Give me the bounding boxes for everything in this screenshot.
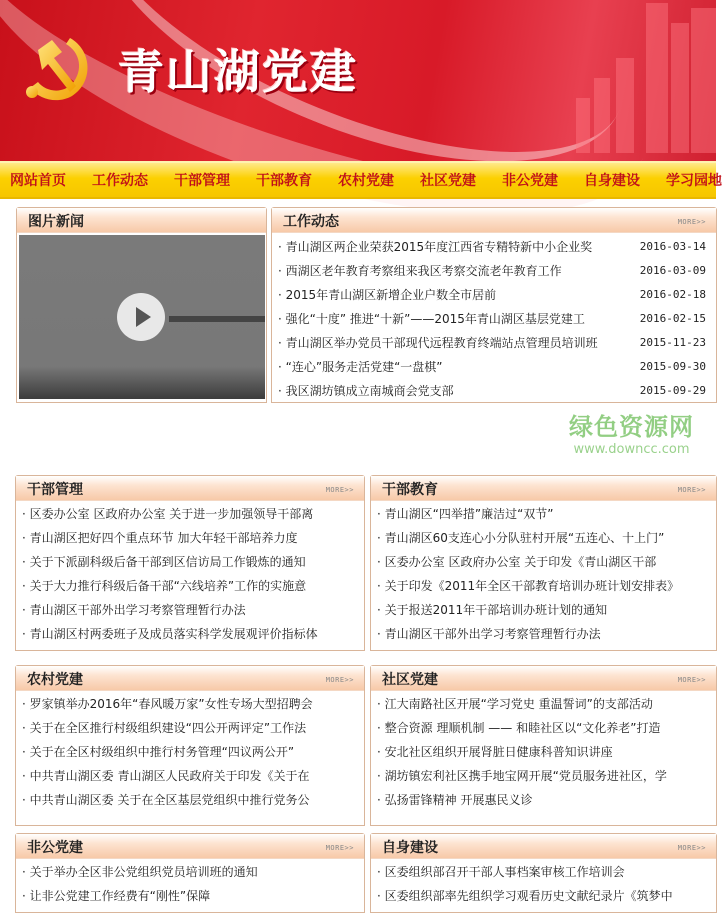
news-link[interactable]: 弘扬雷锋精神 开展惠民义诊 <box>384 793 533 807</box>
news-link[interactable]: 区委组织部召开干部人事档案审核工作培训会 <box>384 865 625 879</box>
more-link[interactable]: MORE>> <box>677 486 706 494</box>
rural-party-panel <box>15 665 365 826</box>
news-item: · 整合资源 理顺机制 —— 和睦社区以“文化养老”打造 <box>377 721 661 735</box>
panel-title: 社区党建 <box>382 672 438 688</box>
video-player[interactable] <box>19 235 265 399</box>
news-link[interactable]: 罗家镇举办2016年“春风暖万家”女性专场大型招聘会 <box>29 697 313 711</box>
more-link[interactable]: MORE>> <box>325 844 354 852</box>
more-link[interactable]: MORE>> <box>677 218 706 226</box>
news-link[interactable]: 关于下派副科级后备干部到区信访局工作锻炼的通知 <box>29 555 306 569</box>
news-link[interactable]: 区委组织部率先组织学习观看历史文献纪录片《筑梦中 <box>384 889 673 903</box>
news-item: · 江大南路社区开展“学习党史 重温誓词”的支部活动 <box>377 697 653 711</box>
news-link[interactable]: 西湖区老年教育考察组来我区考察交流老年教育工作 <box>285 264 562 278</box>
news-date: 2016-02-15 <box>639 312 706 325</box>
party-emblem-icon <box>18 30 98 110</box>
news-item: · 区委组织部召开干部人事档案审核工作培训会 <box>377 865 625 879</box>
news-item: · 关于在全区推行村级组织建设“四公开两评定”工作法 <box>22 721 307 735</box>
nav-study[interactable]: 学习园地 <box>666 173 722 189</box>
news-item: · 青山湖区60支连心小分队驻村开展“五连心、十上门” <box>377 531 665 545</box>
news-link[interactable]: 我区湖坊镇成立南城商会党支部 <box>285 384 454 398</box>
news-date: 2015-11-23 <box>639 336 706 349</box>
panel-title: 非公党建 <box>27 840 83 856</box>
more-link[interactable]: MORE>> <box>677 844 706 852</box>
news-item: · 罗家镇举办2016年“春风暖万家”女性专场大型招聘会 <box>22 697 313 711</box>
self-building-panel <box>370 833 717 913</box>
news-item: · 青山湖区干部外出学习考察管理暂行办法 <box>22 603 246 617</box>
nav-non-public-party[interactable]: 非公党建 <box>502 173 558 189</box>
news-link[interactable]: 整合资源 理顺机制 —— 和睦社区以“文化养老”打造 <box>384 721 661 735</box>
news-item: · 关于举办全区非公党组织党员培训班的通知 <box>22 865 258 879</box>
news-link[interactable]: 让非公党建工作经费有“刚性”保障 <box>29 889 211 903</box>
news-link[interactable]: 青山湖区举办党员干部现代远程教育终端站点管理员培训班 <box>285 336 598 350</box>
news-item: · 关于报送2011年干部培训办班计划的通知 <box>377 603 608 617</box>
community-party-panel <box>370 665 717 826</box>
news-item: · 区委办公室 区政府办公室 关于进一步加强领导干部离 <box>22 507 314 521</box>
news-link[interactable]: 青山湖区两企业荣获2015年度江西省专精特新中小企业奖 <box>285 240 593 254</box>
site-title: 青山湖党建 <box>118 45 358 99</box>
progress-bar[interactable] <box>169 316 265 322</box>
panel-title: 干部教育 <box>382 482 438 498</box>
more-link[interactable]: MORE>> <box>325 486 354 494</box>
news-date: 2016-03-14 <box>639 240 706 253</box>
news-item: · 强化“十度” 推进“十新”——2015年青山湖区基层党建工 2016-02-15 <box>272 307 716 331</box>
watermark-logo: 绿色资源网 www.downcc.com <box>569 413 694 457</box>
nav-community-party[interactable]: 社区党建 <box>420 173 476 189</box>
news-link[interactable]: 青山湖区村两委班子及成员落实科学发展观评价指标体 <box>29 627 318 641</box>
panel-title: 工作动态 <box>283 214 339 230</box>
news-date: 2016-03-09 <box>639 264 706 277</box>
nav-work-news[interactable]: 工作动态 <box>92 173 148 189</box>
news-date: 2015-09-29 <box>639 384 706 397</box>
news-link[interactable]: 关于大力推行科级后备干部“六线培养”工作的实施意 <box>29 579 307 593</box>
news-item: · 青山湖区举办党员干部现代远程教育终端站点管理员培训班 2015-11-23 <box>272 331 716 355</box>
nav-cadre-education[interactable]: 干部教育 <box>256 173 312 189</box>
news-link[interactable]: 安北社区组织开展肾脏日健康科普知识讲座 <box>384 745 613 759</box>
news-item: · 关于大力推行科级后备干部“六线培养”工作的实施意 <box>22 579 307 593</box>
more-link[interactable]: MORE>> <box>325 676 354 684</box>
work-news-panel <box>271 207 717 403</box>
non-public-party-panel <box>15 833 365 913</box>
news-link[interactable]: 湖坊镇宏利社区携手地宝网开展“党员服务进社区，学 <box>384 769 667 783</box>
news-link[interactable]: 强化“十度” 推进“十新”——2015年青山湖区基层党建工 <box>285 312 585 326</box>
news-link[interactable]: 关于报送2011年干部培训办班计划的通知 <box>384 603 608 617</box>
news-item: · 中共青山湖区委 青山湖区人民政府关于印发《关于在 <box>22 769 310 783</box>
nav-rural-party[interactable]: 农村党建 <box>338 173 394 189</box>
news-link[interactable]: 青山湖区干部外出学习考察管理暂行办法 <box>384 627 601 641</box>
nav-self-building[interactable]: 自身建设 <box>584 173 640 189</box>
panel-title: 干部管理 <box>27 482 83 498</box>
news-item: · 区委组织部率先组织学习观看历史文献纪录片《筑梦中 <box>377 889 673 903</box>
cadre-management-panel <box>15 475 365 651</box>
news-item: · 中共青山湖区委 关于在全区基层党组织中推行党务公 <box>22 793 310 807</box>
news-link[interactable]: 青山湖区60支连心小分队驻村开展“五连心、十上门” <box>384 531 665 545</box>
news-link[interactable]: 青山湖区把好四个重点环节 加大年轻干部培养力度 <box>29 531 298 545</box>
news-item: · 2015年青山湖区新增企业户数全市居前 2016-02-18 <box>272 283 716 307</box>
city-skyline-image <box>516 0 716 153</box>
news-link[interactable]: 关于在全区推行村级组织建设“四公开两评定”工作法 <box>29 721 307 735</box>
panel-title: 自身建设 <box>382 840 438 856</box>
news-item: · 关于下派副科级后备干部到区信访局工作锻炼的通知 <box>22 555 306 569</box>
site-banner <box>0 0 716 161</box>
news-link[interactable]: 关于印发《2011年全区干部教育培训办班计划安排表》 <box>384 579 680 593</box>
news-link[interactable]: 区委办公室 区政府办公室 关于进一步加强领导干部离 <box>29 507 314 521</box>
news-item: · 让非公党建工作经费有“刚性”保障 <box>22 889 211 903</box>
news-item: · 弘扬雷锋精神 开展惠民义诊 <box>377 793 533 807</box>
photo-news-panel <box>16 207 267 403</box>
more-link[interactable]: MORE>> <box>677 676 706 684</box>
news-item: · 区委办公室 区政府办公室 关于印发《青山湖区干部 <box>377 555 657 569</box>
news-item: · 青山湖区把好四个重点环节 加大年轻干部培养力度 <box>22 531 298 545</box>
play-icon[interactable] <box>117 293 165 341</box>
panel-title: 农村党建 <box>27 672 83 688</box>
news-link[interactable]: 中共青山湖区委 青山湖区人民政府关于印发《关于在 <box>29 769 310 783</box>
news-item: · 关于在全区村级组织中推行村务管理“四议两公开” <box>22 745 295 759</box>
news-link[interactable]: 中共青山湖区委 关于在全区基层党组织中推行党务公 <box>29 793 310 807</box>
news-item: · 关于印发《2011年全区干部教育培训办班计划安排表》 <box>377 579 680 593</box>
news-link[interactable]: 青山湖区“四举措”廉洁过“双节” <box>384 507 554 521</box>
news-link[interactable]: 关于在全区村级组织中推行村务管理“四议两公开” <box>29 745 295 759</box>
panel-title: 图片新闻 <box>28 214 84 230</box>
news-link[interactable]: “连心”服务走活党建“一盘棋” <box>285 360 443 374</box>
nav-home[interactable]: 网站首页 <box>10 173 66 189</box>
news-item: · “连心”服务走活党建“一盘棋” 2015-09-30 <box>272 355 716 379</box>
news-item: · 西湖区老年教育考察组来我区考察交流老年教育工作 2016-03-09 <box>272 259 716 283</box>
news-link[interactable]: 区委办公室 区政府办公室 关于印发《青山湖区干部 <box>384 555 657 569</box>
news-item: · 青山湖区“四举措”廉洁过“双节” <box>377 507 554 521</box>
nav-cadre-management[interactable]: 干部管理 <box>174 173 230 189</box>
news-item: · 青山湖区村两委班子及成员落实科学发展观评价指标体 <box>22 627 318 641</box>
news-link[interactable]: 青山湖区干部外出学习考察管理暂行办法 <box>29 603 246 617</box>
news-date: 2016-02-18 <box>639 288 706 301</box>
news-date: 2015-09-30 <box>639 360 706 373</box>
cadre-education-panel <box>370 475 717 651</box>
news-link[interactable]: 关于举办全区非公党组织党员培训班的通知 <box>29 865 258 879</box>
news-item: · 安北社区组织开展肾脏日健康科普知识讲座 <box>377 745 613 759</box>
news-item: · 我区湖坊镇成立南城商会党支部 2015-09-29 <box>272 379 716 403</box>
main-nav <box>0 161 722 199</box>
news-link[interactable]: 2015年青山湖区新增企业户数全市居前 <box>285 288 497 302</box>
news-link[interactable]: 江大南路社区开展“学习党史 重温誓词”的支部活动 <box>384 697 653 711</box>
news-item: · 青山湖区两企业荣获2015年度江西省专精特新中小企业奖 2016-03-14 <box>272 235 716 259</box>
news-item: · 青山湖区干部外出学习考察管理暂行办法 <box>377 627 601 641</box>
news-item: · 湖坊镇宏利社区携手地宝网开展“党员服务进社区，学 <box>377 769 667 783</box>
